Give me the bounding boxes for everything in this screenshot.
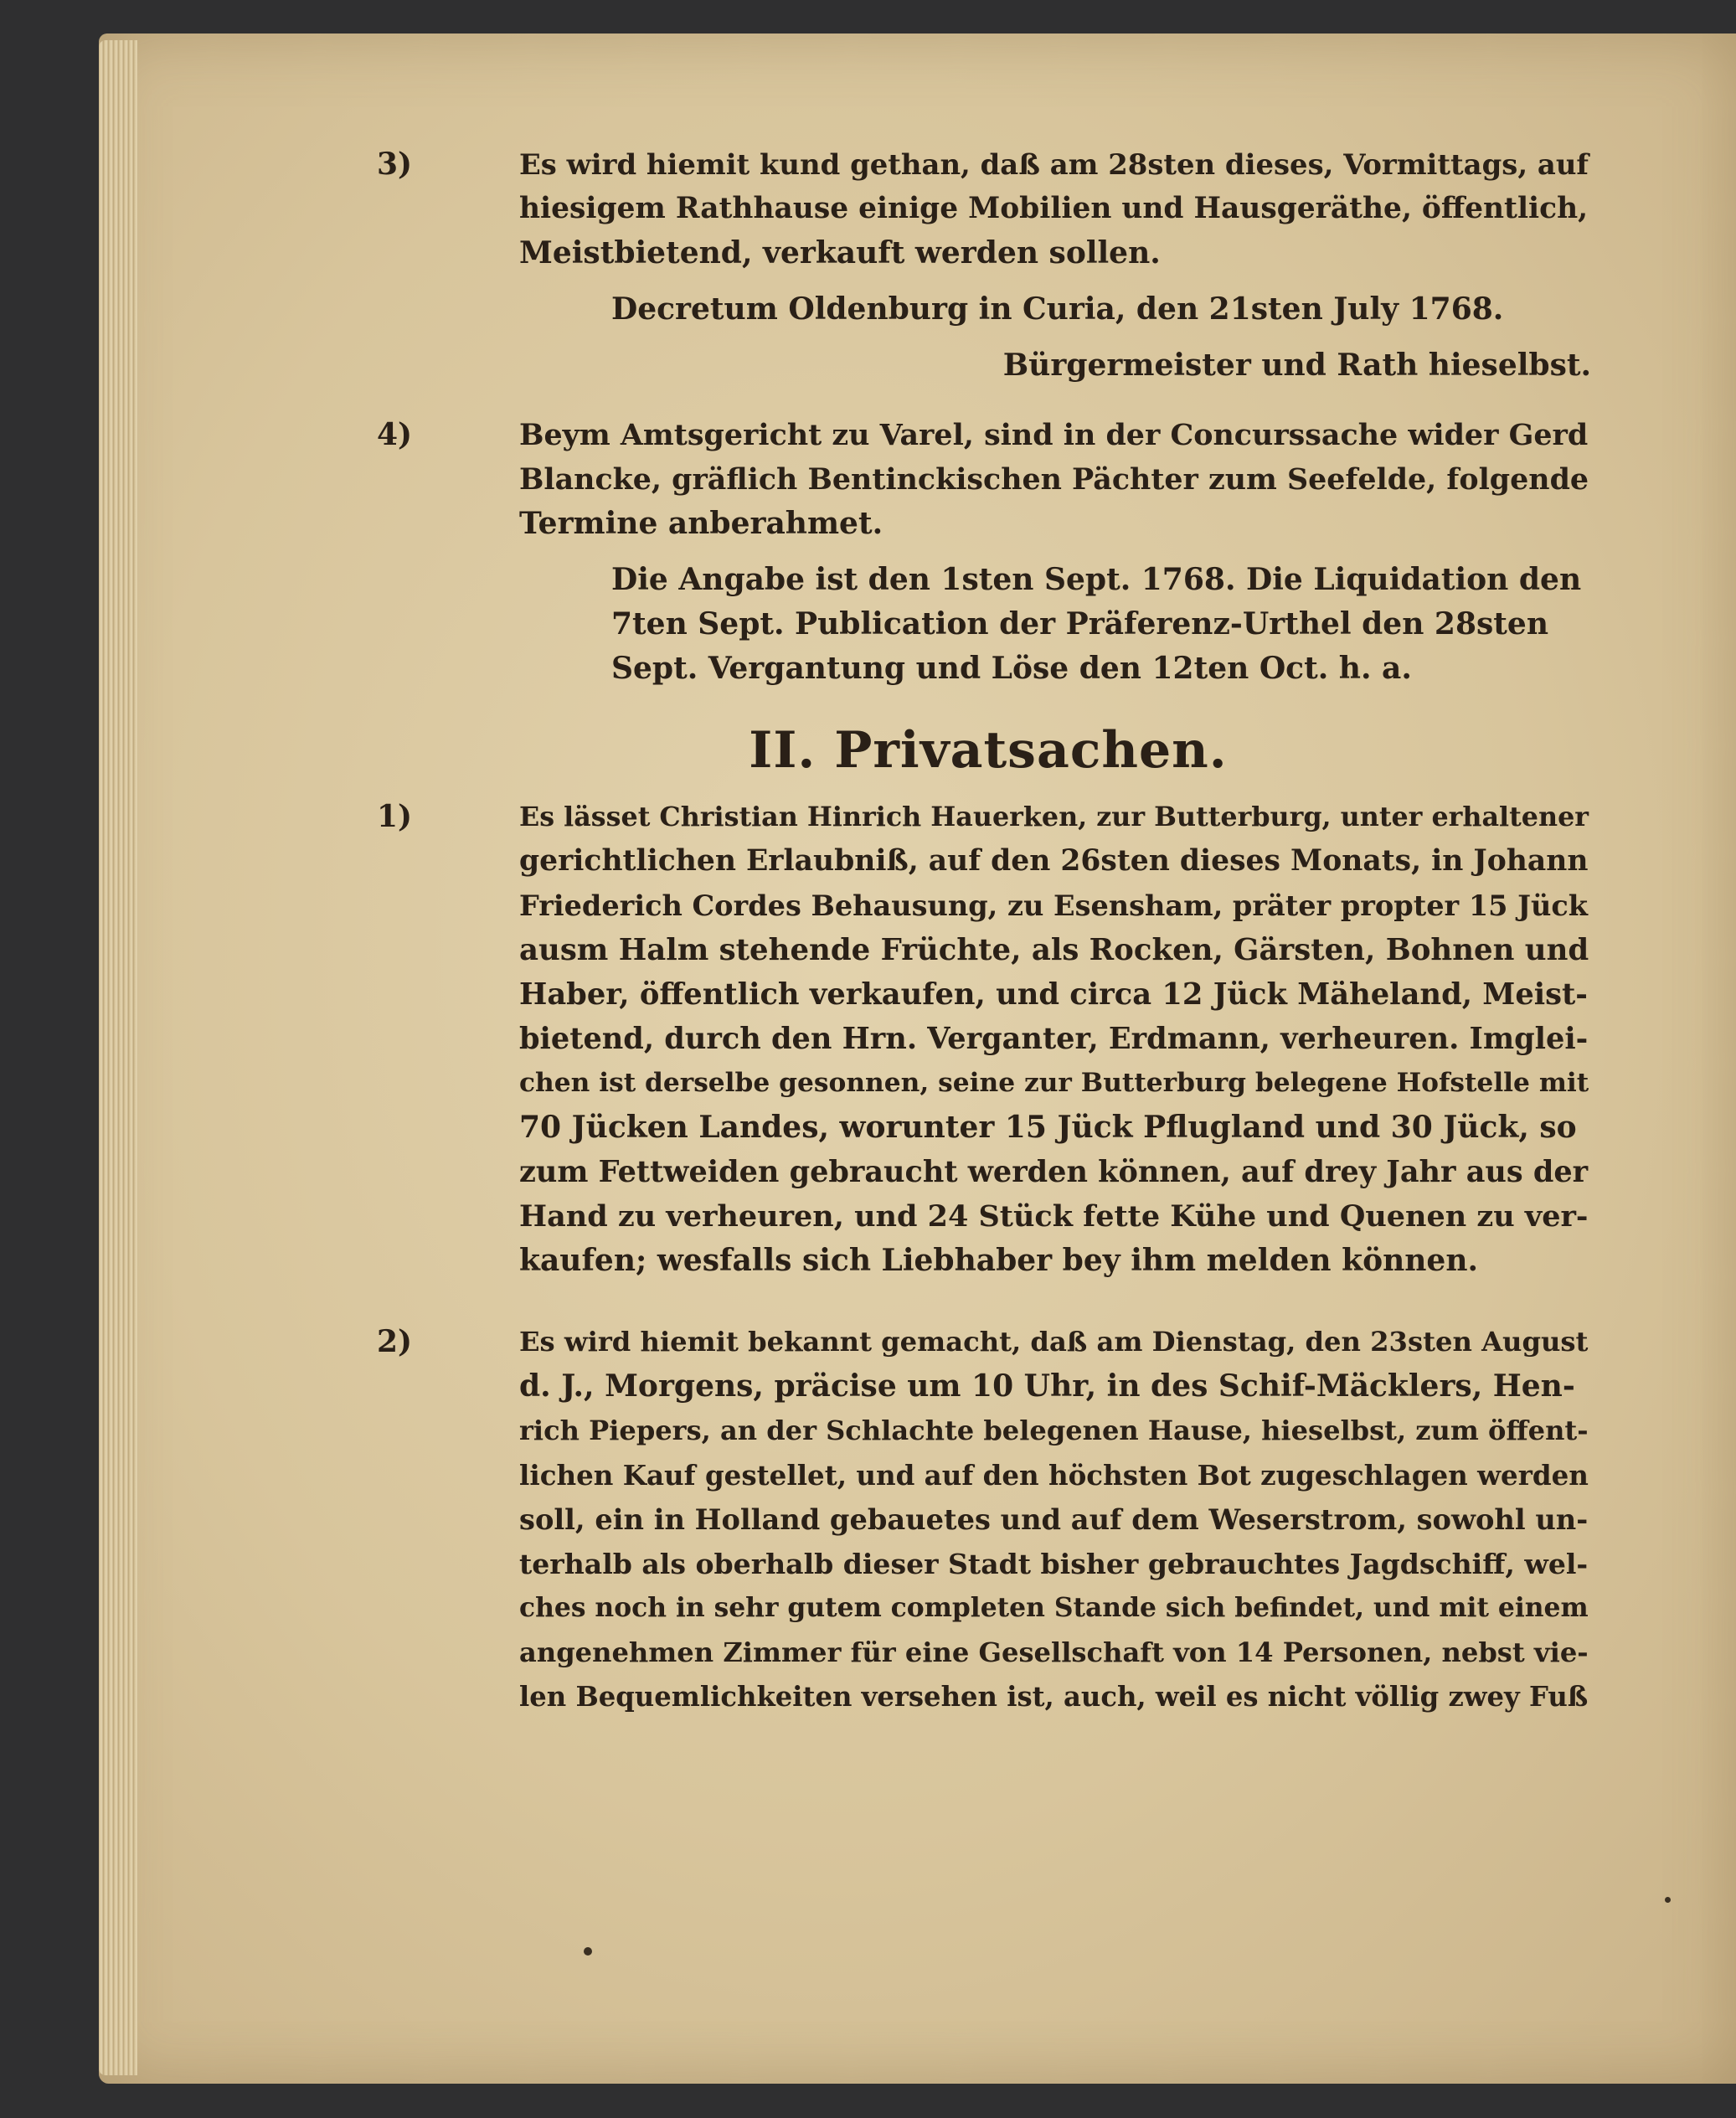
signature (377, 343, 1591, 388)
text-line: len Bequemlichkeiten versehen ist, auch, weil es nicht völlig zwey Fuß (519, 1681, 1589, 1713)
decree-text: Decretum Oldenburg in Curia, den 21sten July 1768. (611, 291, 1504, 327)
private-notice-1 (377, 795, 1599, 1283)
text-line: Hand zu verheuren, und 24 Stück fette Kühe und Quenen zu ver- (519, 1199, 1589, 1234)
text-line: lichen Kauf gestellet, und auf den höchsten Bot zugeschlagen werden (519, 1459, 1589, 1492)
notice-number: 3) (377, 147, 413, 182)
text-line: soll, ein in Holland gebauetes und auf dem Weserstrom, sowohl un- (519, 1502, 1589, 1536)
notice-4 (377, 413, 1599, 546)
text-line: rich Piepers, an der Schlachte belegenen Hause, hieselbst, zum öffent- (519, 1415, 1589, 1446)
ink-speck (1665, 1897, 1671, 1903)
text-line: ches noch in sehr gutem completen Stande sich befindet, und mit einem (519, 1593, 1589, 1623)
text-line: chen ist derselbe gesonnen, seine zur Butterburg belegene Hofstelle mit (519, 1068, 1589, 1098)
text-line: Die Angabe ist den 1sten Sept. 1768. Die Liquidation den (611, 562, 1582, 597)
decree-line (377, 287, 1599, 332)
text-line: d. J., Morgens, präcise um 10 Uhr, in des Schif-Mäcklers, Hen- (519, 1368, 1575, 1404)
notice-number: 2) (377, 1324, 413, 1359)
text-line: Sept. Vergantung und Löse den 12ten Oct. h. a. (611, 651, 1412, 686)
text-line: hiesigem Rathhause einige Mobilien und Hausgeräthe, öffentlich, (519, 192, 1589, 225)
text-line: Blancke, gräflich Bentinckischen Pächter zum Seefelde, folgende (519, 462, 1589, 497)
text-line: Termine anberahmet. (519, 506, 883, 541)
text-line: ausm Halm stehende Früchte, als Rocken, Gärsten, Bohnen und (519, 933, 1589, 967)
text-line: zum Fettweiden gebraucht werden können, auf drey Jahr aus der (519, 1155, 1589, 1189)
text-line: terhalb als oberhalb dieser Stadt bisher gebrauchtes Jagdschiff, wel- (519, 1548, 1589, 1580)
text-line: 7ten Sept. Publication der Präferenz-Urthel den 28sten (611, 606, 1548, 642)
notice-number: 4) (377, 417, 413, 452)
text-line: 70 Jücken Landes, worunter 15 Jück Pflugland und 30 Jück, so (519, 1110, 1577, 1145)
page-stack-edges (99, 40, 137, 2075)
notice-3 (377, 142, 1599, 276)
private-notice-2 (377, 1320, 1599, 1719)
notice-number: 1) (377, 799, 413, 834)
text-line: Haber, öffentlich verkaufen, und circa 12 Jück Mäheland, Meist- (519, 977, 1588, 1012)
text-line: Beym Amtsgericht zu Varel, sind in der Concurssache wider Gerd (519, 418, 1589, 452)
text-line: kaufen; wesfalls sich Liebhaber bey ihm melden können. (519, 1243, 1479, 1278)
ink-speck (584, 1947, 592, 1956)
text-line: gerichtlichen Erlaubniß, auf den 26sten dieses Monats, in Johann (519, 844, 1589, 878)
text-line: Es wird hiemit bekannt gemacht, daß am Dienstag, den 23sten August (519, 1326, 1589, 1358)
text-line: bietend, durch den Hrn. Verganter, Erdmann, verheuren. Imglei- (519, 1022, 1589, 1056)
text-line: angenehmen Zimmer für eine Gesellschaft von 14 Personen, nebst vie- (519, 1636, 1589, 1668)
section-heading: II. Privatsachen. (749, 721, 1228, 780)
page-text (377, 142, 1599, 1719)
text-line: Es lässet Christian Hinrich Hauerken, zur Butterburg, unter erhaltener (519, 801, 1589, 832)
signature-text: Bürgermeister und Rath hieselbst. (1002, 348, 1591, 383)
term-dates (377, 558, 1599, 691)
text-line: Es wird hiemit kund gethan, daß am 28sten dieses, Vormittags, auf (519, 147, 1589, 181)
text-line: Friederich Cordes Behausung, zu Esensham, präter propter 15 Jück (519, 889, 1589, 922)
text-line: Meistbietend, verkauft werden sollen. (519, 235, 1161, 271)
